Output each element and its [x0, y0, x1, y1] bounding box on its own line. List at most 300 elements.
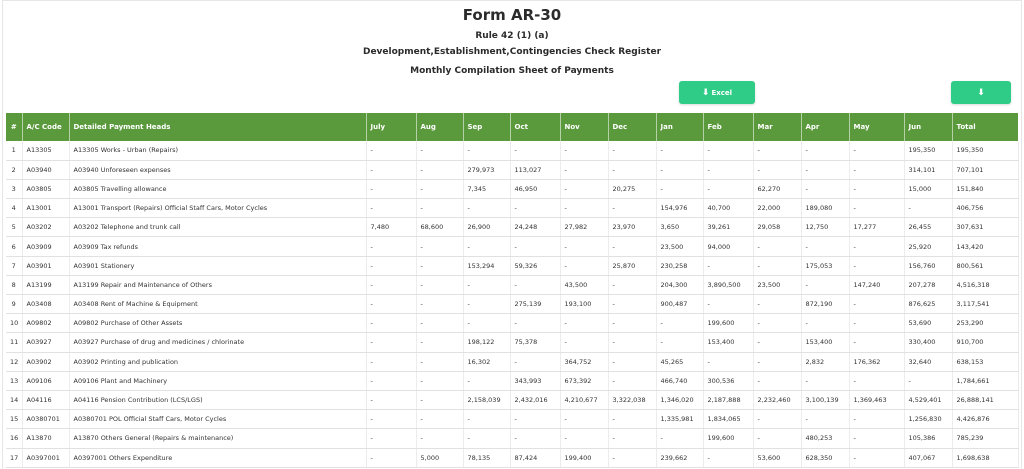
table-cell: - [801, 160, 849, 179]
table-cell: 189,080 [801, 199, 849, 218]
payments-table [6, 113, 1019, 468]
column-header: July [366, 113, 416, 141]
download-button[interactable] [951, 81, 1011, 104]
table-cell: - [463, 295, 510, 314]
table-row [6, 410, 1018, 429]
excel-export-button[interactable] [679, 81, 755, 104]
table-cell: - [416, 410, 463, 429]
table-cell: 7,480 [366, 218, 416, 237]
table-cell: 876,625 [904, 295, 952, 314]
column-header: # [6, 113, 22, 141]
table-cell: - [753, 371, 801, 390]
table-cell: - [510, 199, 560, 218]
column-header: Jan [656, 113, 703, 141]
table-cell: 2,232,460 [753, 390, 801, 409]
table-cell: - [416, 390, 463, 409]
table-cell: 204,300 [656, 275, 703, 294]
table-cell: - [366, 390, 416, 409]
table-cell: - [366, 314, 416, 333]
table-cell: - [608, 371, 656, 390]
table-cell: - [608, 275, 656, 294]
table-cell: A09106 Plant and Machinery [69, 371, 366, 390]
download-icon: ⬇ [977, 87, 985, 98]
table-cell: 39,261 [703, 218, 753, 237]
table-row [6, 275, 1018, 294]
table-cell: 3,650 [656, 218, 703, 237]
table-cell: - [416, 160, 463, 179]
table-cell: - [801, 410, 849, 429]
table-cell: 176,362 [849, 352, 904, 371]
table-cell: 78,135 [463, 448, 510, 467]
table-cell: - [849, 179, 904, 198]
table-cell: - [753, 314, 801, 333]
table-cell: 3,890,500 [703, 275, 753, 294]
table-cell: - [849, 141, 904, 160]
table-cell: 199,600 [703, 429, 753, 448]
rule-subtitle: Rule 42 (1) (a) [475, 31, 549, 41]
table-cell: 253,290 [952, 314, 1018, 333]
table-row [6, 256, 1018, 275]
table-cell: - [849, 256, 904, 275]
table-cell: - [366, 199, 416, 218]
table-cell: - [366, 256, 416, 275]
table-cell: 4,426,876 [952, 410, 1018, 429]
table-cell: 87,424 [510, 448, 560, 467]
table-cell: A03902 [22, 352, 69, 371]
table-cell: 3,322,038 [608, 390, 656, 409]
table-cell: - [753, 256, 801, 275]
table-cell: 53,600 [753, 448, 801, 467]
table-cell: - [560, 160, 608, 179]
table-cell: A13305 [22, 141, 69, 160]
table-cell: 330,400 [904, 333, 952, 352]
table-cell: 1,834,065 [703, 410, 753, 429]
table-row [6, 314, 1018, 333]
table-cell: - [753, 429, 801, 448]
table-cell: - [560, 410, 608, 429]
table-cell: 23,970 [608, 218, 656, 237]
table-cell: - [463, 199, 510, 218]
table-cell: - [703, 352, 753, 371]
table-cell: 29,058 [753, 218, 801, 237]
table-cell: 62,270 [753, 179, 801, 198]
table-cell: 16 [6, 429, 22, 448]
table-cell: - [801, 275, 849, 294]
table-cell: - [463, 275, 510, 294]
table-cell: - [366, 352, 416, 371]
column-header: Sep [463, 113, 510, 141]
table-cell: - [366, 275, 416, 294]
table-cell: - [510, 429, 560, 448]
table-cell: A0397001 Others Expenditure [69, 448, 366, 467]
table-cell: 113,027 [510, 160, 560, 179]
table-cell: A09802 [22, 314, 69, 333]
table-cell: 7 [6, 256, 22, 275]
table-cell: 343,993 [510, 371, 560, 390]
download-icon: ⬇ [701, 87, 710, 98]
table-cell: 25,870 [608, 256, 656, 275]
table-cell: 7,345 [463, 179, 510, 198]
table-cell: 2,832 [801, 352, 849, 371]
table-cell: - [416, 371, 463, 390]
table-cell: - [703, 141, 753, 160]
table-cell: 16,302 [463, 352, 510, 371]
table-cell: 175,053 [801, 256, 849, 275]
table-cell: 230,258 [656, 256, 703, 275]
table-cell: 279,973 [463, 160, 510, 179]
table-cell: A03927 Purchase of drug and medicines / chlorinate [69, 333, 366, 352]
table-cell: 1,256,830 [904, 410, 952, 429]
table-cell: - [656, 429, 703, 448]
table-cell: - [463, 237, 510, 256]
table-cell: - [753, 295, 801, 314]
table-cell: - [608, 410, 656, 429]
table-cell: 14 [6, 390, 22, 409]
table-cell: 153,400 [703, 333, 753, 352]
column-header: Aug [416, 113, 463, 141]
table-cell: A03805 [22, 179, 69, 198]
table-cell: 628,350 [801, 448, 849, 467]
table-cell: 4 [6, 199, 22, 218]
table-cell: - [416, 179, 463, 198]
table-cell: 26,455 [904, 218, 952, 237]
table-cell: 12,750 [801, 218, 849, 237]
table-cell: 147,240 [849, 275, 904, 294]
table-cell: 1 [6, 141, 22, 160]
table-cell: - [366, 429, 416, 448]
table-header-row [6, 113, 1018, 141]
table-cell: 198,122 [463, 333, 510, 352]
table-cell: 68,600 [416, 218, 463, 237]
table-cell: - [753, 410, 801, 429]
table-cell: 5,000 [416, 448, 463, 467]
table-cell: A13199 [22, 275, 69, 294]
table-cell: A03408 Rent of Machine & Equipment [69, 295, 366, 314]
table-cell: 480,253 [801, 429, 849, 448]
table-cell: A13305 Works - Urban (Repairs) [69, 141, 366, 160]
table-cell: - [656, 141, 703, 160]
table-row [6, 352, 1018, 371]
table-cell: - [849, 333, 904, 352]
table-cell: 26,900 [463, 218, 510, 237]
table-cell: - [849, 199, 904, 218]
table-cell: 910,700 [952, 333, 1018, 352]
table-cell: A03805 Travelling allowance [69, 179, 366, 198]
table-cell: 900,487 [656, 295, 703, 314]
table-cell: 75,378 [510, 333, 560, 352]
table-cell: - [560, 314, 608, 333]
table-cell: - [510, 275, 560, 294]
table-cell: - [416, 352, 463, 371]
table-cell: 199,400 [560, 448, 608, 467]
table-row [6, 390, 1018, 409]
table-cell: A0380701 [22, 410, 69, 429]
table-cell: 466,740 [656, 371, 703, 390]
table-cell: - [849, 314, 904, 333]
table-cell: 5 [6, 218, 22, 237]
table-cell: 43,500 [560, 275, 608, 294]
table-cell: - [904, 199, 952, 218]
table-cell: A03940 [22, 160, 69, 179]
table-cell: 4,529,401 [904, 390, 952, 409]
table-cell: 6 [6, 237, 22, 256]
table-row [6, 295, 1018, 314]
table-row [6, 429, 1018, 448]
table-cell: 195,350 [904, 141, 952, 160]
table-cell: - [463, 371, 510, 390]
table-row [6, 218, 1018, 237]
table-cell: 193,100 [560, 295, 608, 314]
table-cell: - [849, 429, 904, 448]
table-cell: - [608, 199, 656, 218]
table-cell: - [849, 295, 904, 314]
table-cell: - [416, 256, 463, 275]
table-cell: 3,117,541 [952, 295, 1018, 314]
table-cell: - [416, 237, 463, 256]
table-cell: 11 [6, 333, 22, 352]
table-cell: 785,239 [952, 429, 1018, 448]
table-cell: - [703, 448, 753, 467]
table-cell: 23,500 [656, 237, 703, 256]
table-cell: - [416, 141, 463, 160]
table-cell: - [656, 179, 703, 198]
table-cell: - [849, 237, 904, 256]
table-cell: - [510, 410, 560, 429]
table-cell: - [608, 160, 656, 179]
table-cell: 1,346,020 [656, 390, 703, 409]
table-cell: A13001 [22, 199, 69, 218]
table-cell: 8 [6, 275, 22, 294]
table-cell: - [560, 179, 608, 198]
table-cell: - [416, 314, 463, 333]
column-header: Feb [703, 113, 753, 141]
table-cell: - [656, 314, 703, 333]
table-cell: A13001 Transport (Repairs) Official Staff Cars, Motor Cycles [69, 199, 366, 218]
table-cell: - [366, 448, 416, 467]
table-cell: - [463, 314, 510, 333]
column-header: Jun [904, 113, 952, 141]
table-cell: - [366, 410, 416, 429]
table-cell: - [416, 199, 463, 218]
table-cell: - [656, 333, 703, 352]
table-cell: 1,784,661 [952, 371, 1018, 390]
table-cell: - [510, 141, 560, 160]
table-body [6, 141, 1018, 467]
table-cell: 15,000 [904, 179, 952, 198]
table-cell: 4,210,677 [560, 390, 608, 409]
table-cell: 53,690 [904, 314, 952, 333]
column-header: Detailed Payment Heads [69, 113, 366, 141]
table-cell: A03408 [22, 295, 69, 314]
table-cell: 156,760 [904, 256, 952, 275]
table-cell: 300,536 [703, 371, 753, 390]
register-subtitle: Development,Establishment,Contingencies Check Register [362, 47, 662, 57]
table-cell: A03202 Telephone and trunk call [69, 218, 366, 237]
table-cell: 872,190 [801, 295, 849, 314]
table-cell: - [801, 179, 849, 198]
table-cell: 22,000 [753, 199, 801, 218]
table-cell: - [366, 160, 416, 179]
table-row [6, 160, 1018, 179]
table-cell: - [753, 352, 801, 371]
table-cell: - [560, 333, 608, 352]
table-cell: - [608, 314, 656, 333]
table-cell: - [608, 141, 656, 160]
table-cell: 9 [6, 295, 22, 314]
table-cell: 153,400 [801, 333, 849, 352]
table-cell: - [366, 179, 416, 198]
page-title: Form AR-30 [462, 6, 562, 24]
table-cell: A09802 Purchase of Other Assets [69, 314, 366, 333]
table-cell: 12 [6, 352, 22, 371]
table-row [6, 448, 1018, 467]
table-cell: - [416, 429, 463, 448]
table-cell: - [416, 275, 463, 294]
table-cell: 94,000 [703, 237, 753, 256]
column-header: Apr [801, 113, 849, 141]
table-cell: 239,662 [656, 448, 703, 467]
table-cell: 199,600 [703, 314, 753, 333]
table-cell: - [366, 295, 416, 314]
column-header: Oct [510, 113, 560, 141]
table-cell: 153,294 [463, 256, 510, 275]
column-header: Dec [608, 113, 656, 141]
table-cell: A0397001 [22, 448, 69, 467]
table-cell: - [608, 352, 656, 371]
table-cell: - [560, 199, 608, 218]
table-row [6, 141, 1018, 160]
table-cell: - [703, 295, 753, 314]
table-cell: 27,982 [560, 218, 608, 237]
table-cell: 407,067 [904, 448, 952, 467]
table-cell: 46,950 [510, 179, 560, 198]
table-cell: - [510, 352, 560, 371]
table-cell: 1,698,638 [952, 448, 1018, 467]
table-cell: 307,631 [952, 218, 1018, 237]
table-cell: - [416, 333, 463, 352]
table-cell: 275,139 [510, 295, 560, 314]
table-cell: 151,840 [952, 179, 1018, 198]
column-header: Mar [753, 113, 801, 141]
table-cell: A0380701 POL Official Staff Cars, Motor Cycles [69, 410, 366, 429]
table-cell: 4,516,318 [952, 275, 1018, 294]
column-header: Total [952, 113, 1018, 141]
table-cell: - [703, 256, 753, 275]
table-cell: 154,976 [656, 199, 703, 218]
table-cell: A03902 Printing and publication [69, 352, 366, 371]
table-cell: 10 [6, 314, 22, 333]
table-cell: - [753, 141, 801, 160]
table-cell: 59,326 [510, 256, 560, 275]
table-row [6, 199, 1018, 218]
table-cell: 707,101 [952, 160, 1018, 179]
table-cell: - [366, 333, 416, 352]
table-cell: 1,369,463 [849, 390, 904, 409]
table-cell: 17,277 [849, 218, 904, 237]
column-header: A/C Code [22, 113, 69, 141]
sheet-subtitle: Monthly Compilation Sheet of Payments [410, 66, 614, 76]
table-row [6, 333, 1018, 352]
table-cell: 23,500 [753, 275, 801, 294]
table-cell: - [703, 179, 753, 198]
table-cell: A03909 Tax refunds [69, 237, 366, 256]
table-cell: A13199 Repair and Maintenance of Others [69, 275, 366, 294]
table-cell: - [560, 237, 608, 256]
table-cell: 20,275 [608, 179, 656, 198]
table-cell: 638,153 [952, 352, 1018, 371]
table-cell: 2,158,039 [463, 390, 510, 409]
table-cell: 3,100,139 [801, 390, 849, 409]
table-cell: - [560, 141, 608, 160]
table-cell: 673,392 [560, 371, 608, 390]
table-cell: 105,386 [904, 429, 952, 448]
table-row [6, 179, 1018, 198]
table-cell: 32,640 [904, 352, 952, 371]
table-cell: A03202 [22, 218, 69, 237]
table-cell: 2,187,888 [703, 390, 753, 409]
table-cell: - [753, 160, 801, 179]
table-row [6, 237, 1018, 256]
table-cell: - [801, 237, 849, 256]
table-cell: A03901 Stationery [69, 256, 366, 275]
table-cell: A03927 [22, 333, 69, 352]
table-cell: - [753, 333, 801, 352]
table-cell: - [366, 371, 416, 390]
table-cell: - [560, 429, 608, 448]
table-cell: - [366, 141, 416, 160]
table-cell: - [801, 314, 849, 333]
table-cell: A13870 Others General (Repairs & maintenance) [69, 429, 366, 448]
table-cell: 13 [6, 371, 22, 390]
table-cell: 45,265 [656, 352, 703, 371]
table-cell: - [608, 237, 656, 256]
table-cell: 2,432,016 [510, 390, 560, 409]
table-cell: - [608, 295, 656, 314]
table-cell: 195,350 [952, 141, 1018, 160]
table-cell: 800,561 [952, 256, 1018, 275]
table-cell: - [801, 141, 849, 160]
table-cell: - [849, 410, 904, 429]
table-cell: - [463, 429, 510, 448]
table-cell: - [366, 237, 416, 256]
table-cell: - [801, 371, 849, 390]
table-cell: - [608, 429, 656, 448]
table-cell: - [463, 410, 510, 429]
table-cell: 314,101 [904, 160, 952, 179]
table-cell: - [703, 160, 753, 179]
table-cell: 364,752 [560, 352, 608, 371]
table-cell: 2 [6, 160, 22, 179]
table-cell: A03909 [22, 237, 69, 256]
table-cell: - [849, 160, 904, 179]
table-cell: - [849, 448, 904, 467]
table-cell: - [463, 141, 510, 160]
table-cell: 3 [6, 179, 22, 198]
table-cell: A03901 [22, 256, 69, 275]
table-row [6, 371, 1018, 390]
table-cell: 40,700 [703, 199, 753, 218]
table-cell: - [608, 448, 656, 467]
table-cell: 17 [6, 448, 22, 467]
table-cell: 1,335,981 [656, 410, 703, 429]
table-cell: 406,756 [952, 199, 1018, 218]
table-cell: 143,420 [952, 237, 1018, 256]
table-cell: - [560, 256, 608, 275]
excel-button-label: Excel [711, 88, 733, 97]
table-cell: 207,278 [904, 275, 952, 294]
table-cell: 25,920 [904, 237, 952, 256]
table-cell: A04116 [22, 390, 69, 409]
